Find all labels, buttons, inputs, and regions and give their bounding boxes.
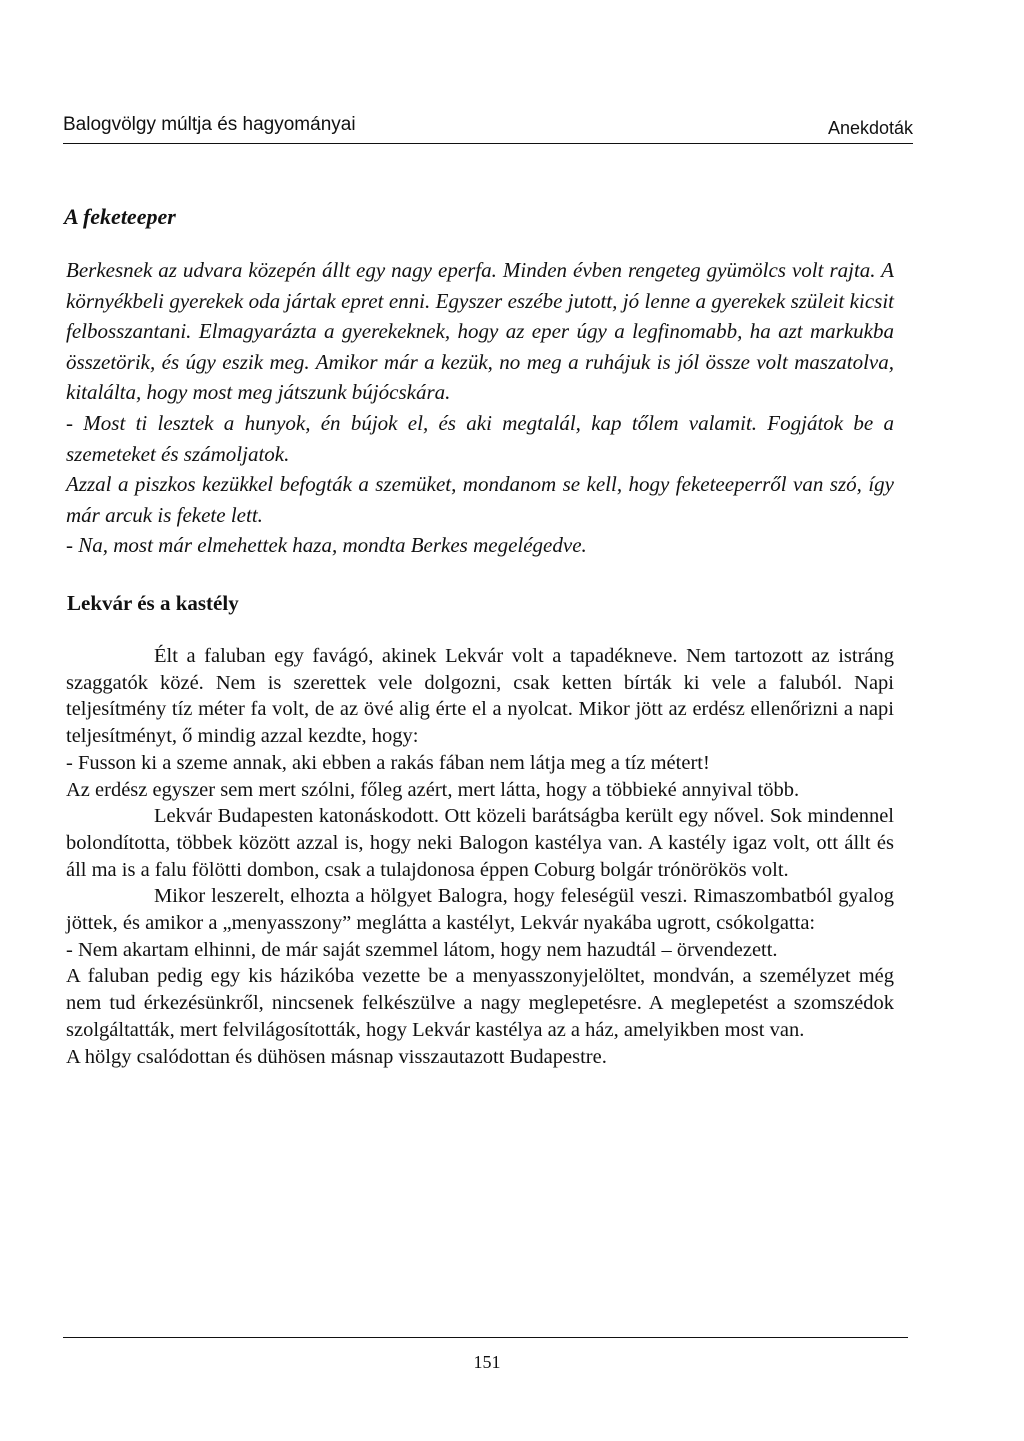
- header-section-title: Anekdoták: [827, 118, 913, 138]
- story-paragraph: A faluban pedig egy kis házikóba vezette be a menyasszonyjelöltet, mondván, a személyzet még nem tud érkezésünkről, nincsenek felkészülve a nagy meglepetésre. A meglepetést a szomszédok szolgáltatták, mert felvilágosították, hogy Lekvár kastélya az a ház, amelyikben most van.: [66, 965, 894, 1041]
- header-book-title: Balogvölgy múltja és hagyományai: [63, 114, 356, 135]
- story-title-feketeeper: A feketeeper: [64, 204, 176, 229]
- header-rule: [63, 143, 913, 144]
- story-paragraph: - Na, most már elmehettek haza, mondta Berkes megelégedve.: [66, 533, 587, 558]
- story-body-lekvar: [66, 643, 894, 1070]
- story-paragraph: Azzal a piszkos kezükkel befogták a szemüket, mondanom se kell, hogy feketeeperről van szó, így már arcuk is fekete lett.: [66, 472, 894, 527]
- story-paragraph: Élt a faluban egy favágó, akinek Lekvár volt a tapadékneve. Nem tartozott az istráng szaggatók közé. Nem is szerettek vele dolgozni, csak ketten bírták ki vele a faluból. Napi teljesítmény tíz méter fa volt, de az övé alig érte el a nyolcat. Mikor jött az erdész ellenőrizni a napi teljesítményt, ő mindig azzal kezdte, hogy:: [66, 645, 894, 748]
- page-number: 151: [473, 1352, 501, 1372]
- footer-rule: [63, 1337, 908, 1338]
- story-paragraph: Lekvár Budapesten katonáskodott. Ott közeli barátságba került egy nővel. Sok mindennel bolondította, többek között azzal is, hogy neki Balogon kastélya van. A kastély igaz volt, ott állt és áll ma is a falu fölötti dombon, csak a tulajdonosa éppen Coburg bolgár trónörökös volt.: [66, 805, 894, 881]
- story-paragraph: - Nem akartam elhinni, de már saját szemmel látom, hogy nem hazudtál – örvendezett.: [66, 938, 778, 961]
- story-paragraph: Az erdész egyszer sem mert szólni, főleg azért, mert látta, hogy a többieké annyival több.: [66, 778, 800, 801]
- story-paragraph: Mikor leszerelt, elhozta a hölgyet Balogra, hogy feleségül veszi. Rimaszombatból gyalog jöttek, és amikor a „menyasszony” meglátta a kastélyt, Lekvár nyakába ugrott, csókolgatta:: [66, 885, 894, 935]
- running-header: [63, 114, 913, 144]
- story-paragraph: Berkesnek az udvara közepén állt egy nagy eperfa. Minden évben rengeteg gyümölcs volt rajta. A környékbeli gyerekek oda jártak epret enni. Egyszer eszébe jutott, jó lenne a gyerekek szüleit kicsit felbosszantani. Elmagyarázta a gyerekeknek, hogy az eper úgy a legfinomabb, ha azt markukba összetörik, és úgy eszik meg. Amikor már a kezük, no meg a ruhájuk is jól össze volt maszatolva, kitalálta, hogy most meg játszunk bújócskára.: [66, 258, 894, 405]
- story-body-feketeeper: [66, 255, 894, 561]
- story-paragraph: - Most ti lesztek a hunyok, én bújok el, és aki megtalál, kap tőlem valamit. Fogjátok be a szemeteket és számoljatok.: [66, 410, 894, 466]
- story-title-lekvar: Lekvár és a kastély: [67, 591, 239, 615]
- story-paragraph: A hölgy csalódottan és dühösen másnap visszautazott Budapestre.: [66, 1045, 607, 1068]
- story-paragraph: - Fusson ki a szeme annak, aki ebben a rakás fában nem látja meg a tíz métert!: [66, 751, 710, 774]
